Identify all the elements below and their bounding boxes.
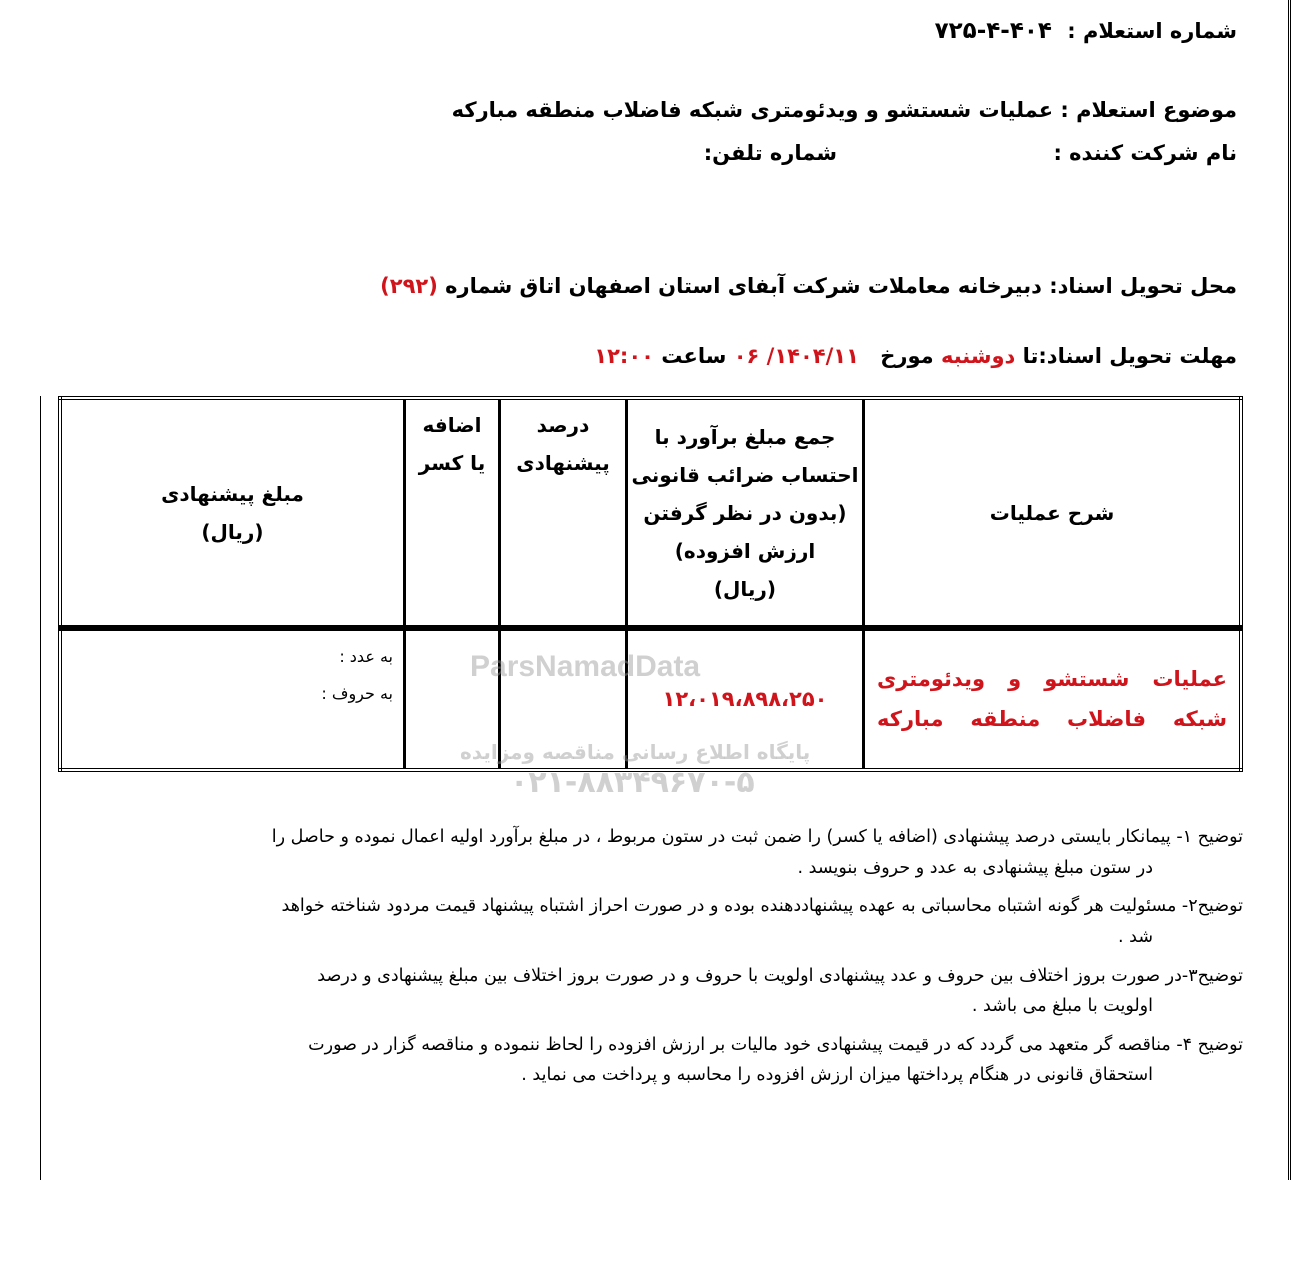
table-header-row: [60, 398, 1241, 628]
header-operation-desc: شرح عملیات: [864, 398, 1242, 628]
phone-label: شماره تلفن:: [703, 141, 837, 165]
header-add-or-deduct: [405, 398, 500, 628]
subject-line: [452, 98, 1237, 122]
deadline-date: ۱۴۰۴/۱۱/ ۰۶: [733, 344, 859, 368]
pricing-table: [58, 396, 1243, 772]
header-text: (بدون در نظر گرفتن: [643, 500, 847, 525]
phone-line: [704, 141, 837, 165]
inquiry-number-label: شماره استعلام :: [1067, 19, 1237, 43]
note-text: شد .: [1118, 926, 1153, 947]
note-text: توضیح ۴- مناقصه گر متعهد می گردد که در قیمت پیشنهادی خود مالیات بر ارزش افزوده را لحاظ ننموده و مناقصه گزار در صورت: [308, 1034, 1243, 1055]
delivery-place-label: محل تحویل اسناد:: [1049, 274, 1237, 298]
header-text: پیشنهادی: [516, 451, 610, 475]
header-text: مبلغ پیشنهادی: [161, 481, 304, 506]
page-border-right: [1288, 0, 1291, 1180]
header-proposed-amount: [60, 398, 405, 628]
watermark-line2: پایگاه اطلاع رسانی مناقصه ومزایده: [460, 740, 811, 764]
in-numbers-label: به عدد :: [339, 647, 393, 666]
subject-label: موضوع استعلام :: [1060, 98, 1237, 122]
delivery-place-value: دبیرخانه معاملات شرکت آبفای استان اصفهان اتاق شماره: [445, 274, 1042, 298]
note-text: اولویت با مبلغ می باشد .: [971, 996, 1153, 1017]
row-proposed-amount[interactable]: [60, 628, 405, 770]
table-row: [60, 628, 1241, 770]
watermark-brand: ParsNamadData: [470, 650, 701, 683]
company-line: [1053, 141, 1237, 165]
header-estimate-total: [627, 398, 864, 628]
note-text: توضیح۲- مسئولیت هر گونه اشتباه محاسباتی به عهده پیشنهاددهنده بوده و در صورت احراز اشتباه پیشنهاد قیمت مردود شناخته خواهد: [281, 896, 1243, 917]
note-1: [108, 822, 1243, 883]
delivery-place-line: [380, 274, 1237, 298]
row-operation-desc: عملیات شستشو و ویدئومتری شبکه فاضلاب منطقه مبارکه: [864, 628, 1242, 770]
notes-section: [108, 822, 1243, 1099]
inquiry-number: ۴۰۴-۴-۷۲۵: [934, 18, 1052, 44]
note-text: توضیح۳-در صورت بروز اختلاف بین حروف و عدد پیشنهادی اولویت با حروف و در صورت بروز اختلاف بین مبلغ پیشنهادی و درصد: [317, 965, 1243, 986]
header-text: درصد: [536, 413, 590, 437]
header-percent: [500, 398, 627, 628]
row-add-deduct-cell[interactable]: [405, 628, 500, 770]
header-text: احتساب ضرائب قانونی: [631, 462, 859, 487]
header-text: ارزش افزوده): [674, 538, 816, 563]
deadline-day: دوشنبه: [940, 344, 1016, 368]
page-border-left: [40, 396, 41, 1180]
note-text: در ستون مبلغ پیشنهادی به عدد و حروف بنویسد .: [797, 857, 1153, 878]
deadline-time-label: ساعت: [661, 344, 727, 368]
header-text: جمع مبلغ برآورد با: [654, 424, 836, 449]
note-text: توضیح ۱- پیمانکار بایستی درصد پیشنهادی (اضافه یا کسر) را ضمن ثبت در ستون مربوط ، در مبلغ برآورد اولیه اعمال نموده و حاصل را: [271, 827, 1243, 847]
deadline-label: مهلت تحویل اسناد:تا: [1022, 344, 1237, 368]
header-text: اضافه: [422, 413, 482, 437]
deadline-time: ۱۲:۰۰: [594, 344, 654, 368]
room-number: (۲۹۲): [380, 274, 438, 298]
inquiry-number-line: [935, 18, 1237, 44]
header-text: (ریال): [713, 576, 777, 601]
subject-value: عملیات شستشو و ویدئومتری شبکه فاضلاب منطقه مبارکه: [451, 98, 1054, 122]
watermark-phone: ۰۲۱-۸۸۳۴۹۶۷۰-۵: [510, 765, 755, 800]
note-4: [108, 1030, 1243, 1091]
deadline-line: [594, 344, 1237, 368]
row-percent-cell[interactable]: [500, 628, 627, 770]
note-text: استحقاق قانونی در هنگام پرداختها میزان ارزش افزوده را محاسبه و پرداخت می نماید .: [521, 1065, 1153, 1086]
deadline-dated-label: مورخ: [880, 344, 934, 368]
row-estimate-total: ۱۲،۰۱۹،۸۹۸،۲۵۰: [627, 628, 864, 770]
in-words-label: به حروف :: [321, 683, 393, 703]
header-text: (ریال): [201, 519, 264, 544]
header-text: یا کسر: [418, 451, 486, 475]
note-3: [108, 961, 1243, 1022]
note-2: [108, 891, 1243, 952]
company-label: نام شرکت کننده :: [1053, 141, 1237, 165]
